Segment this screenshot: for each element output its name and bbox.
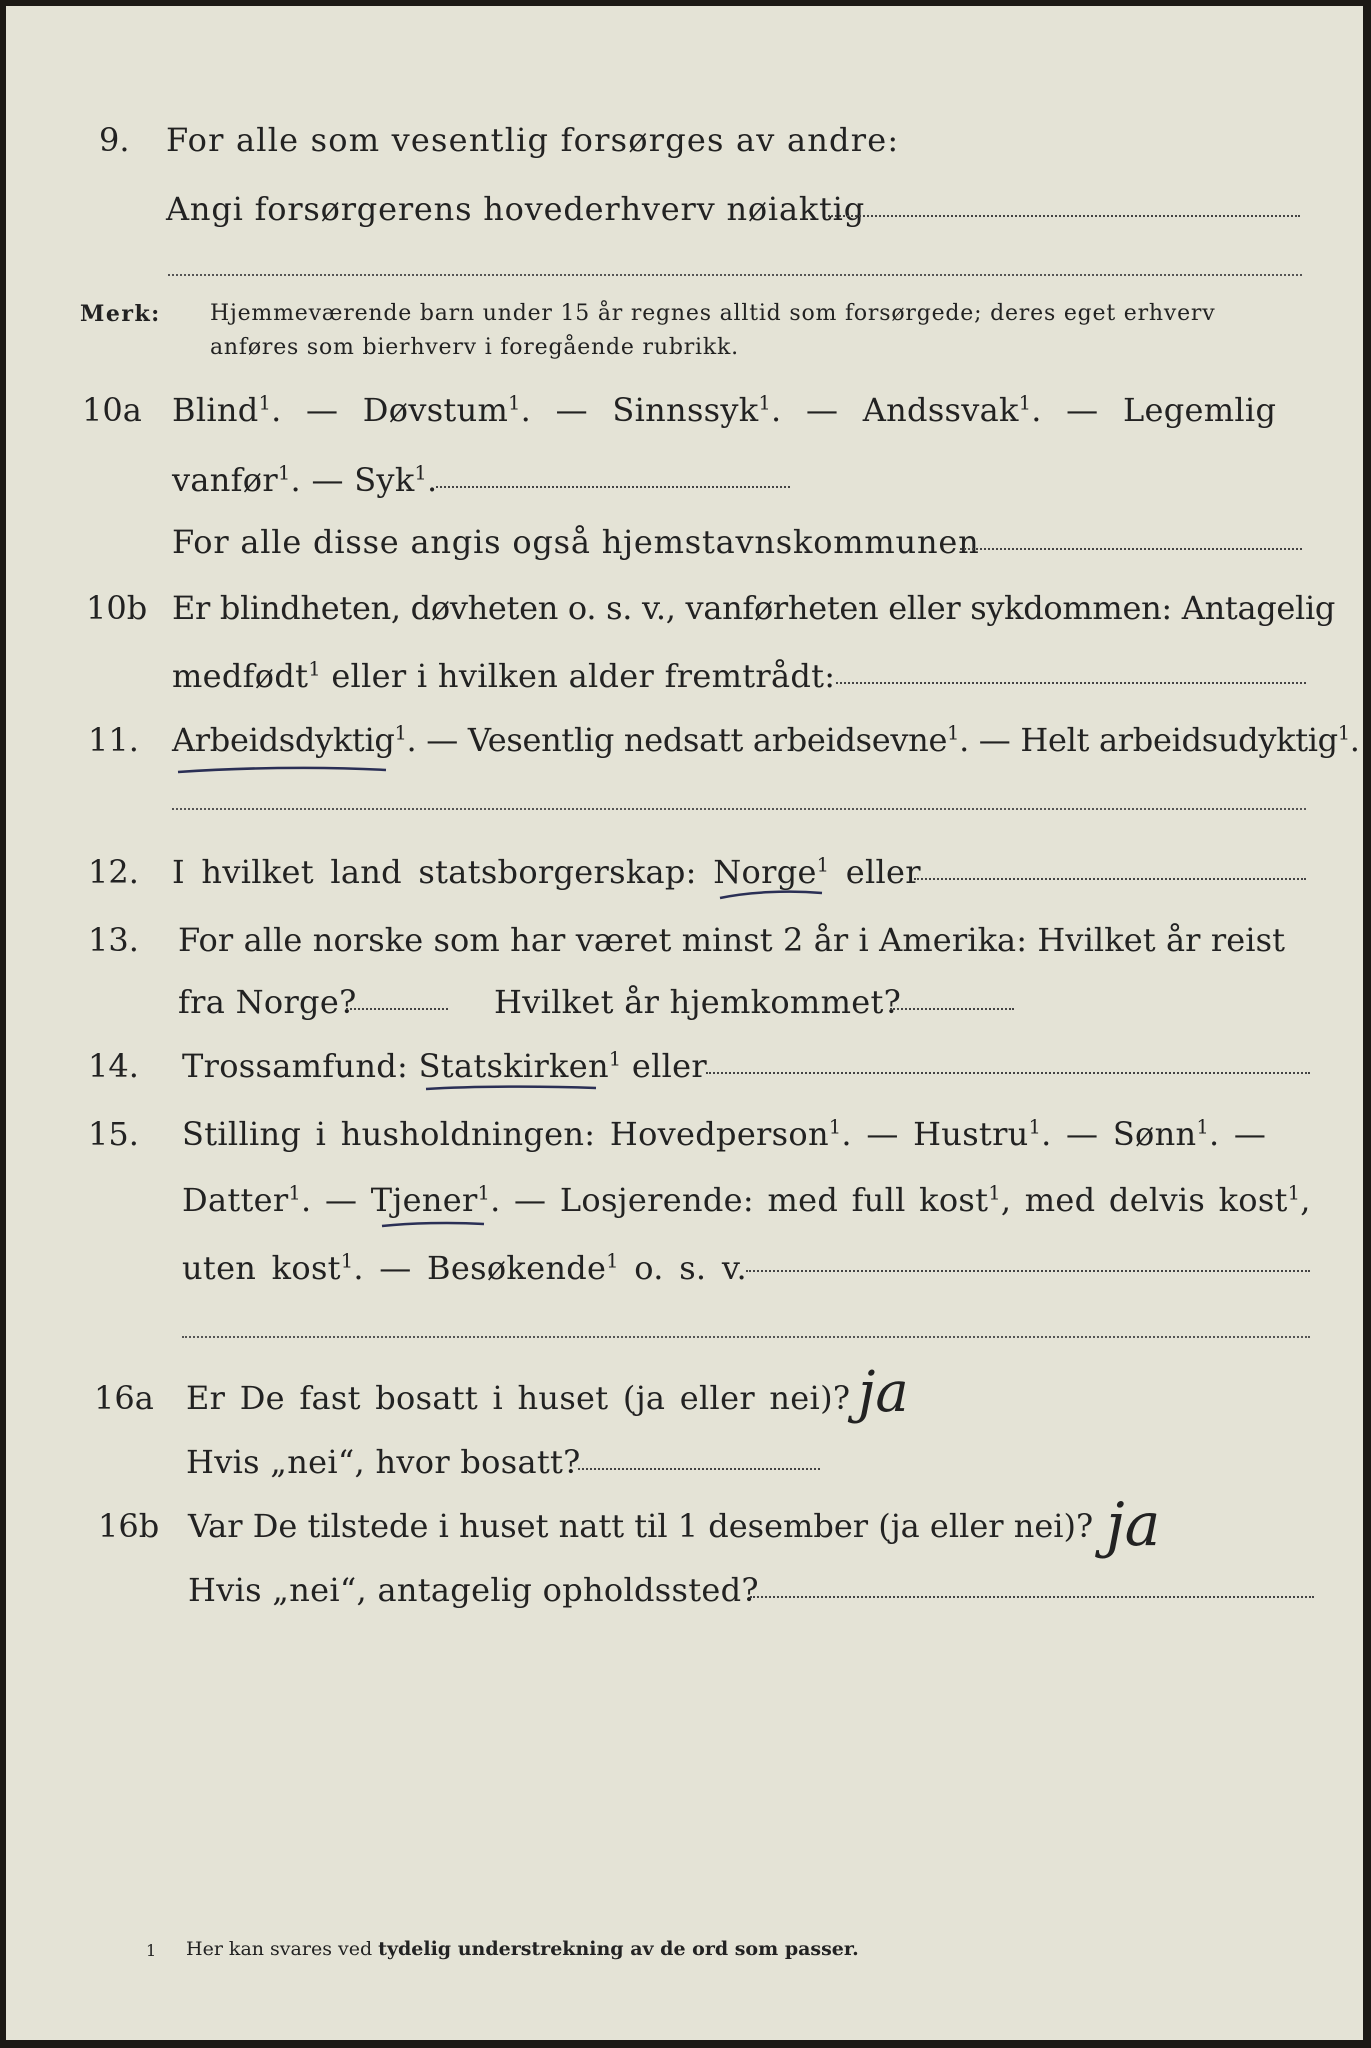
q10a-syk-line [436,486,790,488]
census-form-page [6,6,1363,2040]
footnote-text: Her kan svares ved tydelig understrekning av de ord som passer. [186,1938,859,1960]
footnote-mark: 1 [146,1941,157,1960]
q10b-line2: medfødt$^1$ eller i hvilken alder fremtrådt: [172,657,836,695]
q14-number: 14. [88,1047,139,1085]
q9-number: 9. [99,121,130,159]
q9-line2: Angi forsørgerens hovederhverv nøiaktig [166,190,865,228]
q15-number: 15. [88,1115,139,1153]
option-statskirken: Statskirken [418,1047,609,1085]
q16a-number: 16a [94,1379,154,1417]
q13-line2b: Hvilket år hjemkommet? [494,983,902,1021]
q14-line: Trossamfund: Statskirken$^1$ eller [182,1047,708,1085]
tjener-underline [380,1218,490,1238]
q10b-line1: Er blindheten, døvheten o. s. v., vanførheten eller sykdommen: Antagelig [172,589,1336,627]
q16b-line2: Hvis „nei“, antagelig opholdssted? [188,1571,759,1609]
merk-line2: anføres som bierhverv i foregående rubrikk. [210,335,739,360]
q16b-opholdssted-line [750,1596,1314,1598]
q11-line: Arbeidsdyktig$^1$. — Vesentlig nedsatt arbeidsevne$^1$. — Helt arbeidsudyktig$^1$. [172,721,1360,759]
q13-number: 13. [88,921,139,959]
q12-number: 12. [88,853,139,891]
q10a-line2: vanfør$^1$. — Syk$^1$. [172,461,438,499]
q15-answer-line [746,1270,1310,1272]
q10b-number: 10b [86,589,148,627]
q13-line1: For alle norske som har været minst 2 år i Amerika: Hvilket år reist [178,921,1286,959]
option-norge: Norge [713,853,817,891]
q10a-line1: Blind$^1$. — Døvstum$^1$. — Sinnssyk$^1$. — Andssvak$^1$. — Legemlig [172,391,1277,429]
statskirken-underline [424,1080,604,1100]
q13-hjemkommet-line [890,1008,1014,1010]
q10a-number: 10a [82,391,142,429]
q11-number: 11. [88,721,139,759]
q16b-number: 16b [98,1507,160,1545]
q12-answer-line [914,878,1306,880]
q15-line1: Stilling i husholdningen: Hovedperson$^1$. — Hustru$^1$. — Sønn$^1$. — [182,1115,1267,1153]
option-blind: Blind [172,391,259,429]
q16a-line1: Er De fast bosatt i huset (ja eller nei)? [186,1379,851,1417]
q16a-bosatt-line [578,1468,820,1470]
q14-answer-line [706,1072,1310,1074]
q16b-answer: ja [1106,1490,1161,1560]
q12-line: I hvilket land statsborgerskap: Norge$^1$ eller [172,853,921,891]
q13-line2a: fra Norge? [178,983,357,1021]
q15-separator [182,1336,1310,1338]
q13-reist-line [346,1008,448,1010]
merk-line1: Hjemmeværende barn under 15 år regnes alltid som forsørgede; deres eget erhverv [210,301,1216,326]
q10a-line3: For alle disse angis også hjemstavnskommunen [172,523,980,561]
q15-line2: Datter$^1$. — Tjener$^1$. — Losjerende: med full kost$^1$, med delvis kost$^1$, [182,1181,1311,1219]
q16a-answer: ja [858,1360,909,1425]
q10b-answer-line [836,682,1306,684]
option-arbeidsdyktig: Arbeidsdyktig [172,721,395,759]
q15-line3: uten kost$^1$. — Besøkende$^1$ o. s. v. [182,1249,747,1287]
arbeidsdyktig-underline [176,762,396,782]
norge-underline [718,886,828,906]
merk-label: Merk: [80,301,161,327]
q16b-line1: Var De tilstede i huset natt til 1 desember (ja eller nei)? [188,1507,1094,1545]
q9-answer-line [828,215,1300,217]
q16a-line2: Hvis „nei“, hvor bosatt? [186,1443,581,1481]
q10a-kommune-line [960,548,1302,550]
q9-separator [168,274,1302,276]
option-tjener: Tjener [370,1181,478,1219]
q9-line1: For alle som vesentlig forsørges av andre: [166,121,900,159]
q11-separator [172,808,1306,810]
